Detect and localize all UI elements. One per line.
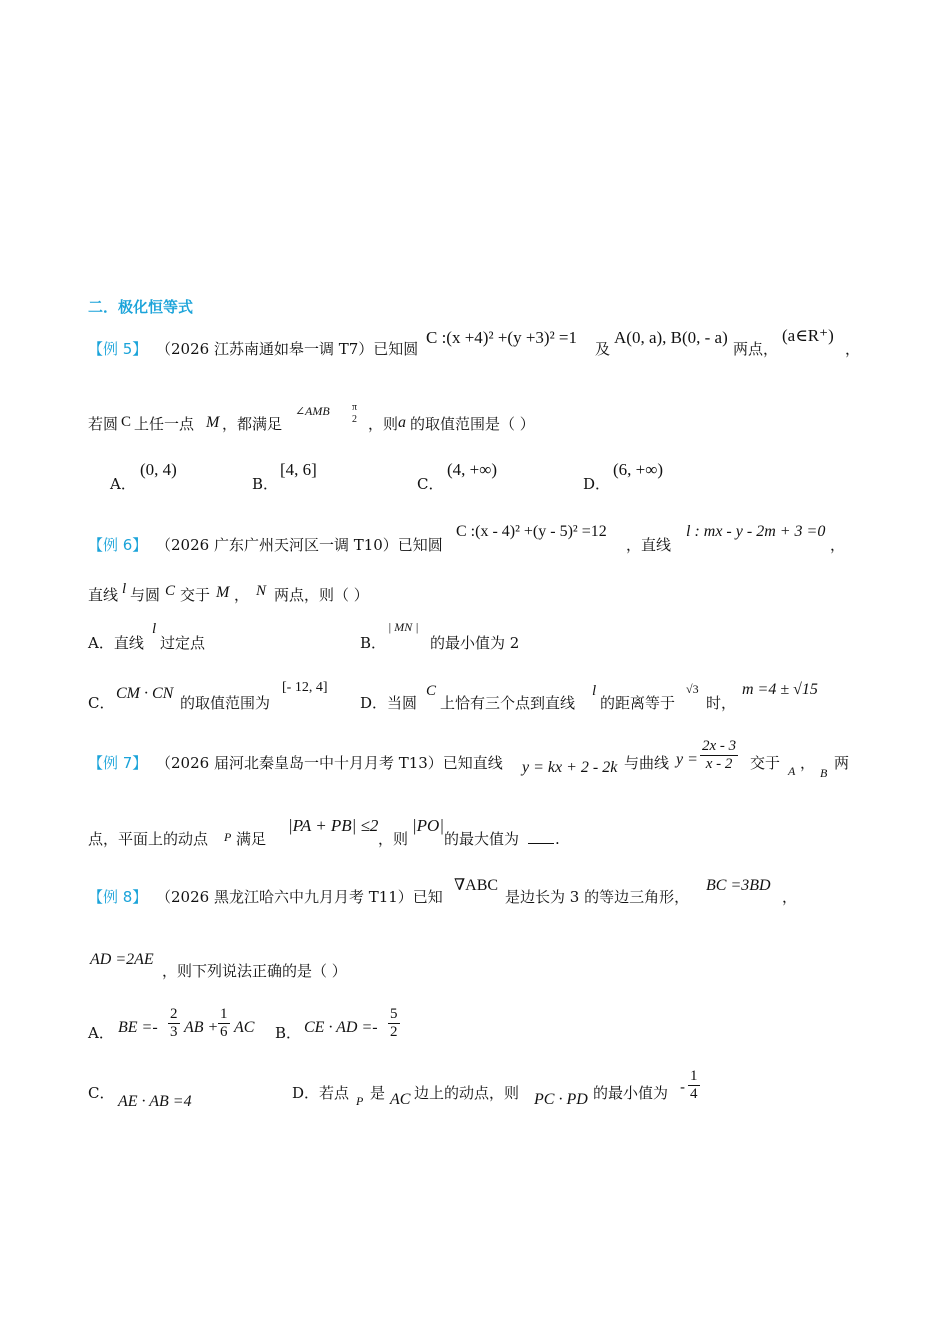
pi-numerator: π bbox=[352, 402, 358, 413]
example-6-option-c-text: 的取值范围为 bbox=[180, 694, 271, 712]
example-8-ad: AD =2AE bbox=[90, 951, 154, 968]
example-6-option-b-expr: | MN | bbox=[388, 620, 419, 634]
example-7-text3: 两 bbox=[834, 754, 850, 772]
example-8-text2: ，则下列说法正确的是（ ） bbox=[162, 962, 347, 980]
example-6-text-a: 直线 bbox=[88, 586, 119, 604]
example-5-option-b-label: B． bbox=[252, 475, 279, 493]
example-8-option-d-p: P bbox=[356, 1094, 364, 1108]
example-5-text-c: ，都满足 bbox=[222, 415, 283, 433]
example-5-circle-c: C bbox=[121, 414, 132, 430]
example-6-option-d-expr: m =4 ± √15 bbox=[742, 681, 818, 698]
example-7-text-d: 的最大值为 bbox=[444, 830, 520, 848]
example-5-option-a-value: (0, 4) bbox=[140, 460, 177, 479]
example-8-option-a-end: AC bbox=[234, 1019, 255, 1036]
example-5-option-c-value: (4, +∞) bbox=[447, 460, 498, 479]
example-7-point-p: P bbox=[224, 830, 232, 844]
curve-numerator: 2x - 3 bbox=[700, 738, 738, 756]
example-6-line-l: l bbox=[122, 581, 127, 597]
example-5-condition: (a∈R⁺) bbox=[782, 326, 834, 345]
example-6-option-b-text: 的最小值为 2 bbox=[430, 634, 520, 652]
example-8-option-c-expr: AE · AB =4 bbox=[118, 1093, 192, 1110]
example-8-options-cd bbox=[88, 1068, 788, 1116]
example-5-points: A(0, a), B(0, - a) bbox=[614, 328, 728, 347]
example-6-text-b: 与圆 bbox=[130, 586, 161, 604]
example-7-source: （2026 届河北秦皇岛一中十月月考 T13）已知直线 bbox=[156, 754, 503, 772]
example-5-option-a-label: A． bbox=[110, 475, 136, 493]
example-5-source: （2026 江苏南通如皋一调 T7）已知圆 bbox=[156, 340, 419, 358]
example-8-option-d-ac: AC bbox=[390, 1091, 411, 1108]
example-8-option-a-fraction-1 bbox=[168, 1006, 180, 1042]
example-7-line-equation: y = kx + 2 - 2k bbox=[522, 759, 618, 776]
example-6-circle-equation: C :(x - 4)² +(y - 5)² =12 bbox=[456, 523, 607, 540]
example-6-options-cd bbox=[88, 680, 848, 716]
example-8-option-d-text2: 边上的动点，则 bbox=[414, 1084, 520, 1102]
example-7-point-b: B bbox=[820, 766, 828, 780]
example-7-curve-fraction bbox=[700, 738, 738, 774]
example-6-option-d-l: l bbox=[592, 683, 597, 699]
example-6-point-m: M bbox=[216, 584, 230, 601]
fraction-denominator: 6 bbox=[220, 1024, 228, 1041]
example-8-option-a-label: A． bbox=[88, 1024, 114, 1042]
example-6-line-2 bbox=[88, 580, 688, 610]
example-6-sep: ， bbox=[234, 586, 250, 604]
curve-denominator: x - 2 bbox=[705, 756, 733, 773]
example-8-option-d-label: D．若点 bbox=[292, 1084, 350, 1102]
example-6-option-d-text3: 时， bbox=[706, 694, 737, 712]
example-8-options-ab bbox=[88, 1004, 688, 1052]
fraction-numerator: 1 bbox=[218, 1006, 230, 1024]
example-5-and: 及 bbox=[595, 340, 611, 358]
example-5-option-c-label: C． bbox=[417, 475, 444, 493]
example-5-pi-over-2 bbox=[350, 402, 359, 425]
example-8-option-b-lhs: CE · AD =- bbox=[304, 1019, 378, 1036]
example-8-option-a-fraction-2 bbox=[218, 1006, 230, 1042]
example-7-line-2 bbox=[88, 812, 688, 852]
example-5-text-b: 上任一点 bbox=[134, 415, 195, 433]
example-5-circle-equation: C :(x +4)² +(y +3)² =1 bbox=[426, 328, 577, 347]
example-5-angle: ∠AMB bbox=[295, 404, 330, 418]
example-8-option-a-mid: AB + bbox=[184, 1019, 219, 1036]
example-6-option-d-text2: 的距离等于 bbox=[600, 694, 676, 712]
example-7-text-b: 满足 bbox=[236, 830, 267, 848]
example-5-text-d: ，则 bbox=[368, 415, 399, 433]
section-title: 二．极化恒等式 bbox=[88, 298, 194, 316]
example-7-curve-y: y = bbox=[676, 751, 698, 768]
example-6-point-n: N bbox=[256, 583, 267, 599]
example-5-point-m: M bbox=[206, 414, 220, 431]
example-5-comma: ， bbox=[845, 340, 861, 358]
example-7-condition: |PA + PB| ≤2 bbox=[288, 816, 379, 835]
pi-denominator: 2 bbox=[352, 413, 358, 425]
fraction-numerator: 2 bbox=[168, 1006, 180, 1024]
example-7-answer-blank bbox=[528, 830, 554, 848]
example-8-option-d-text3: 的最小值为 bbox=[593, 1084, 669, 1102]
example-7-line-1 bbox=[88, 738, 948, 782]
example-8-tag: 【例 8】 bbox=[88, 888, 148, 906]
example-6-line-1 bbox=[88, 520, 948, 556]
example-8-option-d-text1: 是 bbox=[370, 1084, 386, 1102]
example-8-option-c-label: C． bbox=[88, 1084, 115, 1102]
example-6-option-b-label: B． bbox=[360, 634, 387, 652]
example-6-source: （2026 广东广州天河区一调 T10）已知圆 bbox=[156, 536, 443, 554]
example-6-text-d: 两点，则（ ） bbox=[274, 586, 369, 604]
example-5-two-points: 两点， bbox=[733, 340, 779, 358]
example-8-source: （2026 黑龙江哈六中九月月考 T11）已知 bbox=[156, 888, 443, 906]
example-6-tag: 【例 6】 bbox=[88, 536, 148, 554]
example-5-text-a: 若圆 bbox=[88, 415, 119, 433]
example-6-option-d-label: D．当圆 bbox=[360, 694, 418, 712]
example-5-var-a: a bbox=[398, 414, 406, 431]
example-6-comma: ， bbox=[830, 536, 846, 554]
example-6-option-a-l: l bbox=[152, 621, 157, 637]
example-6-option-d-sqrt3: √3 bbox=[686, 682, 699, 696]
example-8-line-2 bbox=[88, 946, 688, 982]
example-6-line-equation: l : mx - y - 2m + 3 =0 bbox=[686, 523, 826, 540]
example-6-circle-c: C bbox=[165, 583, 176, 599]
example-6-option-a-text: 过定点 bbox=[160, 634, 206, 652]
example-7-sep: ， bbox=[800, 754, 816, 772]
example-7-text2: 交于 bbox=[750, 754, 781, 772]
example-5-line-2 bbox=[88, 400, 688, 436]
example-6-text-c: 交于 bbox=[180, 586, 211, 604]
example-5-option-d-label: D． bbox=[583, 475, 611, 493]
example-5-options bbox=[110, 460, 710, 496]
example-8-text1: 是边长为 3 的等边三角形， bbox=[505, 888, 690, 906]
example-6-option-a-label: A．直线 bbox=[88, 634, 144, 652]
example-8-line-1 bbox=[88, 872, 948, 912]
fraction-denominator: 4 bbox=[690, 1086, 698, 1103]
example-5-line-1 bbox=[88, 326, 948, 362]
example-8-option-d-minus: - bbox=[680, 1078, 686, 1096]
example-6-options-ab bbox=[88, 618, 688, 654]
example-7-end: . bbox=[555, 830, 560, 848]
example-7-po: |PO| bbox=[412, 816, 445, 835]
example-8-option-d-fraction bbox=[688, 1068, 700, 1104]
example-5-option-d-value: (6, +∞) bbox=[613, 460, 664, 479]
example-6-option-c-label: C． bbox=[88, 694, 115, 712]
example-5-option-b-value: [4, 6] bbox=[280, 460, 317, 479]
example-7-tag: 【例 7】 bbox=[88, 754, 148, 772]
example-6-line-word: ，直线 bbox=[626, 536, 672, 554]
example-8-triangle: ∇ABC bbox=[454, 877, 499, 894]
example-6-option-c-range: [- 12, 4] bbox=[282, 680, 328, 695]
fraction-numerator: 1 bbox=[688, 1068, 700, 1086]
example-7-text-c: ，则 bbox=[378, 830, 409, 848]
fraction-denominator: 2 bbox=[390, 1024, 398, 1041]
example-8-option-a-lhs: BE =- bbox=[118, 1019, 158, 1036]
example-8-bc: BC =3BD bbox=[706, 877, 771, 894]
example-8-option-b-label: B． bbox=[275, 1024, 302, 1042]
example-7-point-a: A bbox=[788, 764, 796, 778]
example-6-option-d-c: C bbox=[426, 683, 437, 699]
example-6-option-c-expr: CM · CN bbox=[116, 685, 174, 702]
fraction-numerator: 5 bbox=[388, 1006, 400, 1024]
fraction-denominator: 3 bbox=[170, 1024, 178, 1041]
example-6-option-d-text1: 上恰有三个点到直线 bbox=[440, 694, 576, 712]
example-5-text-e: 的取值范围是（ ） bbox=[410, 415, 535, 433]
example-8-comma: ， bbox=[782, 888, 798, 906]
example-5-tag: 【例 5】 bbox=[88, 340, 148, 358]
example-7-text-a: 点，平面上的动点 bbox=[88, 830, 209, 848]
example-8-option-b-fraction bbox=[388, 1006, 400, 1042]
example-8-option-d-expr: PC · PD bbox=[534, 1091, 588, 1108]
example-7-text1: 与曲线 bbox=[624, 754, 670, 772]
